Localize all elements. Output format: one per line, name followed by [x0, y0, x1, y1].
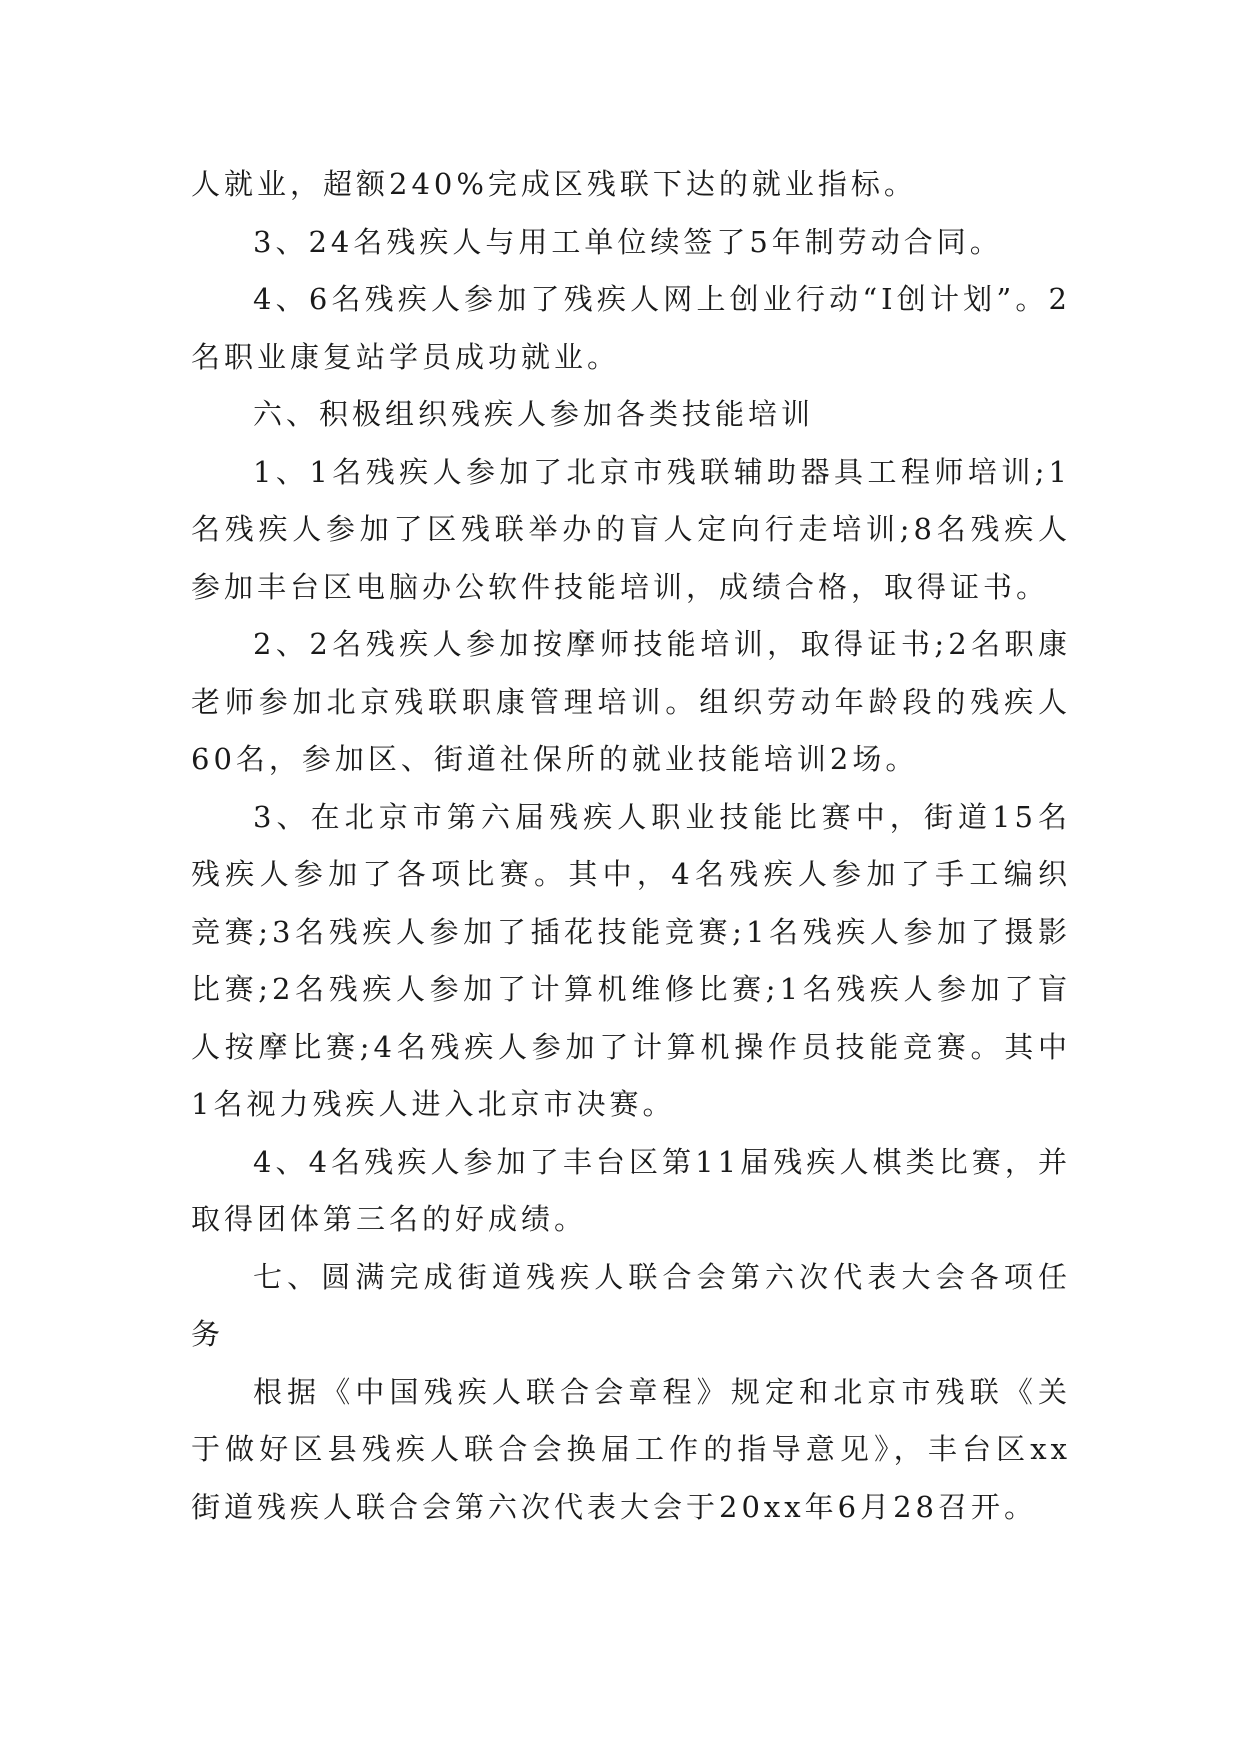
paragraph-employment-overview: 人就业，超额240%完成区残联下达的就业指标。 — [191, 167, 917, 201]
document-body — [191, 156, 1071, 1536]
paragraph-training-item-2: 2、2名残疾人参加按摩师技能培训，取得证书;2名职康老师参加北京残联职康管理培训。组织劳动年龄段的残疾人60名，参加区、街道社保所的就业技能培训2场。 — [191, 627, 1071, 776]
section-heading-congress: 七、圆满完成街道残疾人联合会第六次代表大会各项任务 — [191, 1259, 1071, 1351]
section-heading-skills-training: 六、积极组织残疾人参加各类技能培训 — [253, 397, 815, 431]
paragraph-training-item-3: 3、在北京市第六届残疾人职业技能比赛中，街道15名残疾人参加了各项比赛。其中，4名残疾人参加了手工编织竞赛;3名残疾人参加了插花技能竞赛;1名残疾人参加了摄影比赛;2名残疾人参加了计算机维修比赛;1名残疾人参加了盲人按摩比赛;4名残疾人参加了计算机操作员技能竞赛。其中1名视力残疾人进入北京市决赛。 — [191, 799, 1071, 1121]
paragraph-congress-details: 根据《中国残疾人联合会章程》规定和北京市残联《关于做好区县残疾人联合会换届工作的指导意见》，丰台区xx街道残疾人联合会第六次代表大会于20xx年6月28召开。 — [191, 1374, 1071, 1524]
paragraph-online-startup: 4、6名残疾人参加了残疾人网上创业行动“I创计划”。2名职业康复站学员成功就业。 — [191, 282, 1071, 374]
paragraph-training-item-1: 1、1名残疾人参加了北京市残联辅助器具工程师培训;1名残疾人参加了区残联举办的盲人定向行走培训;8名残疾人参加丰台区电脑办公软件技能培训，成绩合格，取得证书。 — [191, 454, 1071, 604]
paragraph-training-item-4: 4、4名残疾人参加了丰台区第11届残疾人棋类比赛，并取得团体第三名的好成绩。 — [191, 1144, 1071, 1236]
paragraph-contract-renewal: 3、24名残疾人与用工单位续签了5年制劳动合同。 — [253, 224, 1003, 259]
